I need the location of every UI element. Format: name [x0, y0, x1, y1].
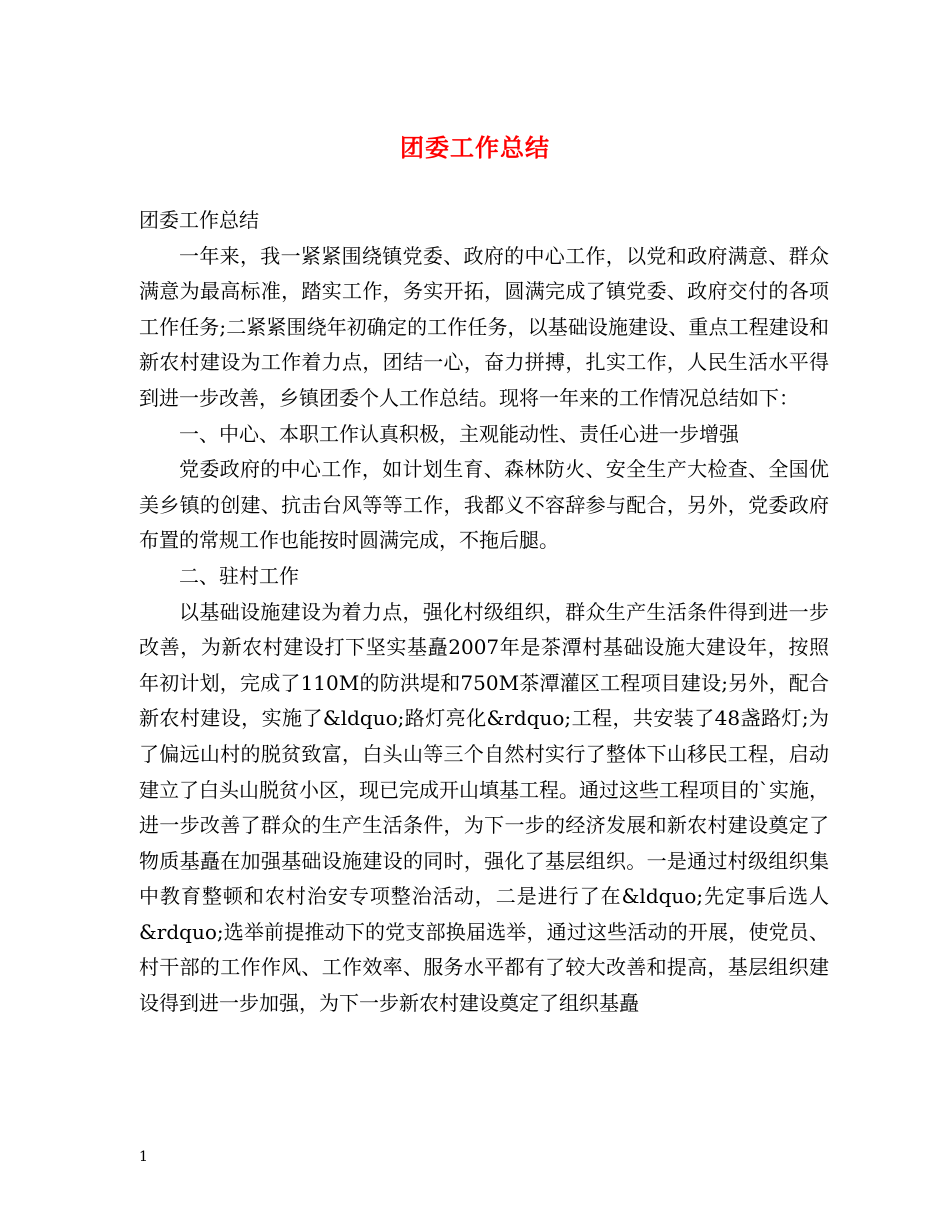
paragraph-intro: 一年来，我一紧紧围绕镇党委、政府的中心工作，以党和政府满意、群众满意为最高标准，踏实工作，务实开拓，圆满完成了镇党委、政府交付的各项工作任务;二紧紧围绕年初确定的工作任务，以基础设施建设、重点工程建设和新农村建设为工作着力点，团结一心，奋力拼搏，扎实工作，人民生活水平得到进一步改善，乡镇团委个人工作总结。现将一年来的工作情况总结如下：: [139, 243, 829, 410]
document-body: [139, 203, 829, 1022]
section-heading-1: 一、中心、本职工作认真积极，主观能动性、责任心进一步增强: [179, 421, 739, 446]
page-number: 1: [139, 1149, 148, 1165]
paragraph-section-1: 党委政府的中心工作，如计划生育、森林防火、安全生产大检查、全国优美乡镇的创建、抗击台风等等工作，我都义不容辞参与配合，另外，党委政府布置的常规工作也能按时圆满完成，不拖后腿。: [139, 457, 829, 553]
paragraph-heading: 团委工作总结: [139, 208, 259, 232]
paragraph-section-2: 以基础设施建设为着力点，强化村级组织，群众生产生活条件得到进一步改善，为新农村建设打下坚实基矗2007年是茶潭村基础设施大建设年，按照年初计划，完成了110M的防洪堤和750M茶潭灌区工程项目建设;另外，配合新农村建设，实施了&ldquo;路灯亮化&rdquo;工程，共安装了48盏路灯;为了偏远山村的脱贫致富，白头山等三个自然村实行了整体下山移民工程，启动建立了白头山脱贫小区，现已完成开山填基工程。通过这些工程项目的`实施，进一步改善了群众的生产生活条件，为下一步的经济发展和新农村建设奠定了物质基矗在加强基础设施建设的同时，强化了基层组织。一是通过村级组织集中教育整顿和农村治安专项整治活动，二是进行了在&ldquo;先定事后选人&rdquo;选举前提推动下的党支部换届选举，通过这些活动的开展，使党员、村干部的工作作风、工作效率、服务水平都有了较大改善和提高，基层组织建设得到进一步加强，为下一步新农村建设奠定了组织基矗: [139, 599, 829, 1016]
section-heading-2: 二、驻村工作: [179, 563, 299, 588]
document-title: 团委工作总结: [400, 133, 550, 162]
